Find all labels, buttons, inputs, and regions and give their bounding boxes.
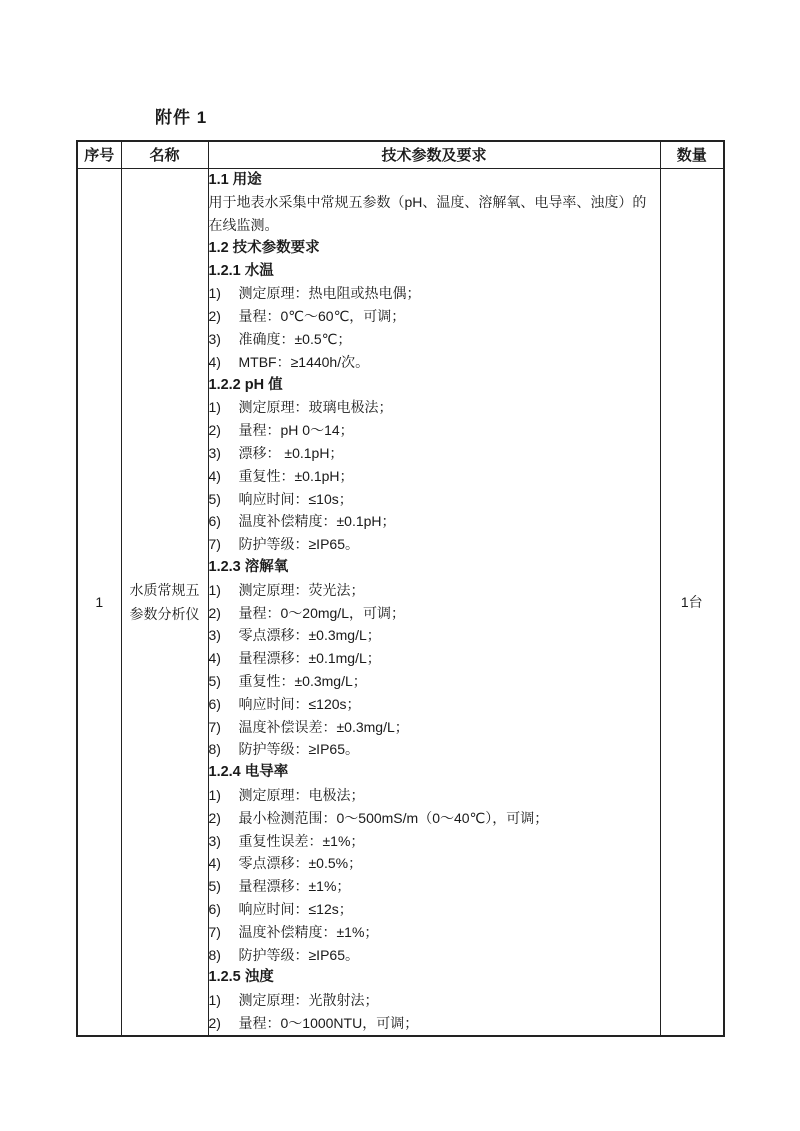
spec-item <box>209 1012 660 1035</box>
item-number: 8) <box>208 741 221 758</box>
spec-item <box>209 465 660 488</box>
spec-item <box>209 351 660 374</box>
device-name: 水质常规五参数分析仪 <box>129 581 200 622</box>
item-number: 3) <box>208 627 221 644</box>
attachment-label: 附件 1 <box>155 108 208 127</box>
item-text: 量程：pH 0～14； <box>238 422 354 439</box>
spec-section-heading: 1.2.3 溶解氧 <box>208 559 289 576</box>
spec-item <box>209 784 660 807</box>
item-number: 1) <box>208 787 221 804</box>
spec-item <box>209 738 660 761</box>
spec-item <box>209 852 660 875</box>
item-number: 7) <box>208 923 221 940</box>
spec-item <box>209 716 660 739</box>
item-text: 温度补偿精度：±0.1pH； <box>238 513 396 530</box>
cell-quantity: 1台 <box>660 168 724 1036</box>
spec-content <box>209 169 660 1035</box>
spec-item <box>209 693 660 716</box>
item-text: 测定原理：玻璃电极法； <box>238 399 393 416</box>
spec-item <box>209 875 660 898</box>
spec-section-heading: 1.2.1 水温 <box>208 262 274 279</box>
item-number: 6) <box>208 513 221 530</box>
item-number: 2) <box>208 809 221 826</box>
spec-item <box>209 921 660 944</box>
item-text: 零点漂移：±0.5%； <box>238 855 363 872</box>
item-text: 零点漂移：±0.3mg/L； <box>238 627 381 644</box>
item-text: 重复性：±0.3mg/L； <box>238 673 367 690</box>
header-name: 名称 <box>121 141 208 168</box>
item-text: 响应时间：≤12s； <box>238 901 353 917</box>
spec-item <box>209 807 660 830</box>
spec-item <box>209 830 660 853</box>
item-number: 7) <box>208 536 221 553</box>
item-text: 测定原理：荧光法； <box>238 581 365 598</box>
item-number: 5) <box>208 673 221 690</box>
item-number: 1) <box>208 992 221 1009</box>
spec-item <box>209 533 660 556</box>
header-serial: 序号 <box>77 141 121 168</box>
item-number: 3) <box>208 331 221 348</box>
item-number: 2) <box>208 308 221 325</box>
item-number: 1) <box>208 581 221 598</box>
spec-section-heading: 1.2.2 pH 值 <box>208 376 283 393</box>
spec-item <box>209 989 660 1012</box>
spec-item <box>209 670 660 693</box>
item-text: 防护等级：≥IP65。 <box>238 741 359 758</box>
item-text: 测定原理：热电阻或热电偶； <box>238 285 421 302</box>
item-number: 4) <box>208 650 221 667</box>
item-text: 测定原理：电极法； <box>238 787 365 804</box>
item-number: 1) <box>208 399 221 416</box>
item-number: 1) <box>208 285 221 302</box>
spec-item <box>209 305 660 328</box>
item-text: 量程：0℃～60℃，可调； <box>238 308 406 325</box>
header-row <box>77 141 724 168</box>
item-text: 响应时间：≤10s； <box>238 490 353 507</box>
spec-item <box>209 282 660 305</box>
spec-item <box>209 624 660 647</box>
spec-item <box>209 510 660 533</box>
spec-item <box>209 396 660 419</box>
item-text: 量程：0～1000NTU，可调； <box>238 1014 419 1031</box>
item-number: 2) <box>208 1014 221 1031</box>
spec-item <box>209 944 660 967</box>
item-number: 8) <box>208 946 221 963</box>
item-text: 重复性误差：±1%； <box>238 832 365 849</box>
spec-section-heading: 1.2.5 浊度 <box>208 969 274 986</box>
item-text: 温度补偿精度：±1%； <box>238 923 379 940</box>
header-specs: 技术参数及要求 <box>208 141 660 168</box>
item-number: 4) <box>208 353 221 370</box>
item-number: 3) <box>208 832 221 849</box>
item-number: 6) <box>208 901 221 917</box>
item-text: 防护等级：≥IP65。 <box>238 946 359 963</box>
item-text: 量程漂移：±1%； <box>238 878 351 895</box>
spec-item <box>209 647 660 670</box>
spec-table <box>76 140 725 1037</box>
item-number: 2) <box>208 422 221 439</box>
spec-item <box>209 488 660 511</box>
item-text: 测定原理：光散射法； <box>238 992 379 1009</box>
item-number: 6) <box>208 695 221 712</box>
item-text: 响应时间：≤120s； <box>238 695 361 712</box>
table-row <box>77 168 724 1036</box>
cell-spec-content <box>208 168 660 1036</box>
item-text: 漂移： ±0.1pH； <box>238 445 344 462</box>
spec-item <box>209 419 660 442</box>
spec-paragraph: 用于地表水采集中常规五参数（pH、温度、溶解氧、电导率、浊度）的在线监测。 <box>208 194 647 234</box>
item-number: 5) <box>208 878 221 895</box>
item-text: MTBF：≥1440h/次。 <box>238 353 370 370</box>
item-text: 重复性：±0.1pH； <box>238 467 354 484</box>
spec-item <box>209 579 660 602</box>
item-text: 量程漂移：±0.1mg/L； <box>238 650 381 667</box>
spec-item <box>209 898 660 921</box>
spec-section-heading: 1.2 技术参数要求 <box>208 239 320 256</box>
item-number: 5) <box>208 490 221 507</box>
item-number: 2) <box>208 604 221 621</box>
item-number: 7) <box>208 718 221 735</box>
item-text: 准确度：±0.5℃； <box>238 331 352 348</box>
item-text: 防护等级：≥IP65。 <box>238 536 359 553</box>
header-quantity: 数量 <box>660 141 724 168</box>
item-number: 4) <box>208 855 221 872</box>
item-text: 最小检测范围：0～500mS/m（0～40℃），可调； <box>238 809 549 826</box>
cell-device-name <box>121 168 208 1036</box>
cell-serial-number: 1 <box>77 168 121 1036</box>
spec-item <box>209 602 660 625</box>
item-number: 3) <box>208 445 221 462</box>
spec-item <box>209 328 660 351</box>
spec-section-heading: 1.2.4 电导率 <box>208 764 289 781</box>
item-number: 4) <box>208 467 221 484</box>
item-text: 量程：0～20mg/L，可调； <box>238 604 405 621</box>
item-text: 温度补偿误差：±0.3mg/L； <box>238 718 409 735</box>
spec-section-heading: 1.1 用途 <box>208 171 262 188</box>
spec-item <box>209 442 660 465</box>
